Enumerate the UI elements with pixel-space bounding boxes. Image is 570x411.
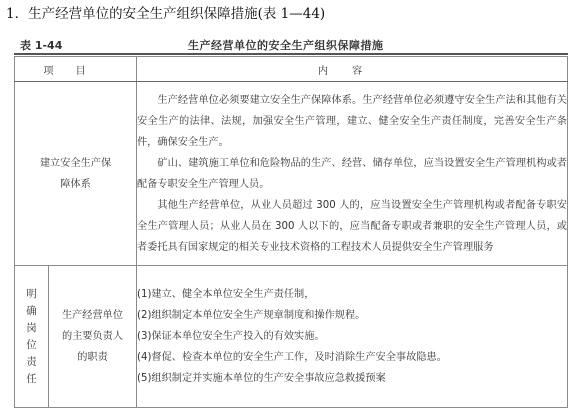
table-top-rule — [14, 53, 568, 55]
table-header-row — [15, 57, 568, 82]
measures-table — [14, 56, 568, 408]
group-label: 明确岗位责任 — [26, 287, 37, 385]
list-item: (2)组织制定本单位安全生产规章制度和操作规程。 — [137, 310, 366, 321]
row-item-safety-system — [15, 82, 137, 266]
table-title: 生产经营单位的安全生产组织保障措施 — [188, 39, 384, 52]
list-item: (1)建立、健全本单位安全生产责任制， — [137, 289, 315, 300]
content-paragraph: 矿山、建筑施工单位和危险物品的生产、经营、储存单位，应当设置安全生产管理机构或者配备专职安全生产管理人员。 — [137, 157, 567, 190]
list-item: (3)保证本单位安全生产投入的有效实施。 — [137, 331, 325, 342]
column-header-item: 项目 — [15, 57, 137, 82]
row-item-principal-duties — [49, 266, 137, 408]
table-row — [15, 266, 568, 408]
row-content-safety-system — [137, 82, 568, 266]
list-item: (5)组织制定并实施本单位的生产安全事故应急救援预案 — [137, 373, 386, 384]
table-row — [15, 82, 568, 266]
row-content-principal-duties — [137, 266, 568, 408]
row-item-label: 建立安全生产保障体系 — [39, 157, 112, 190]
table-number: 表 1-44 — [20, 39, 63, 52]
group-label-cell — [15, 266, 49, 408]
section-heading: 1．生产经营单位的安全生产组织保障措施(表 1—44) — [6, 6, 326, 22]
column-header-content: 内容 — [137, 57, 568, 82]
list-item: (4)督促、检查本单位的安全生产工作，及时消除生产安全事故隐患。 — [137, 352, 447, 363]
content-paragraph: 生产经营单位必须要建立安全生产保障体系。生产经营单位必须遵守安全生产法和其他有关安全生产的法律、法规，加强安全生产管理，建立、健全安全生产责任制度，完善安全生产条件，确保安全生产。 — [137, 94, 567, 148]
content-paragraph: 其他生产经营单位，从业人员超过 300 人的，应当设置安全生产管理机构或者配备专职安全生产管理人员；从业人员在 300 人以下的，应当配备专职或者兼职的安全生产管理人员，或者委托具有国家规定的相关专业技术资格的工程技术人员提供安全生产管理服务 — [137, 199, 567, 253]
row-item-label: 生产经营单位的主要负责人的职责 — [61, 310, 124, 363]
